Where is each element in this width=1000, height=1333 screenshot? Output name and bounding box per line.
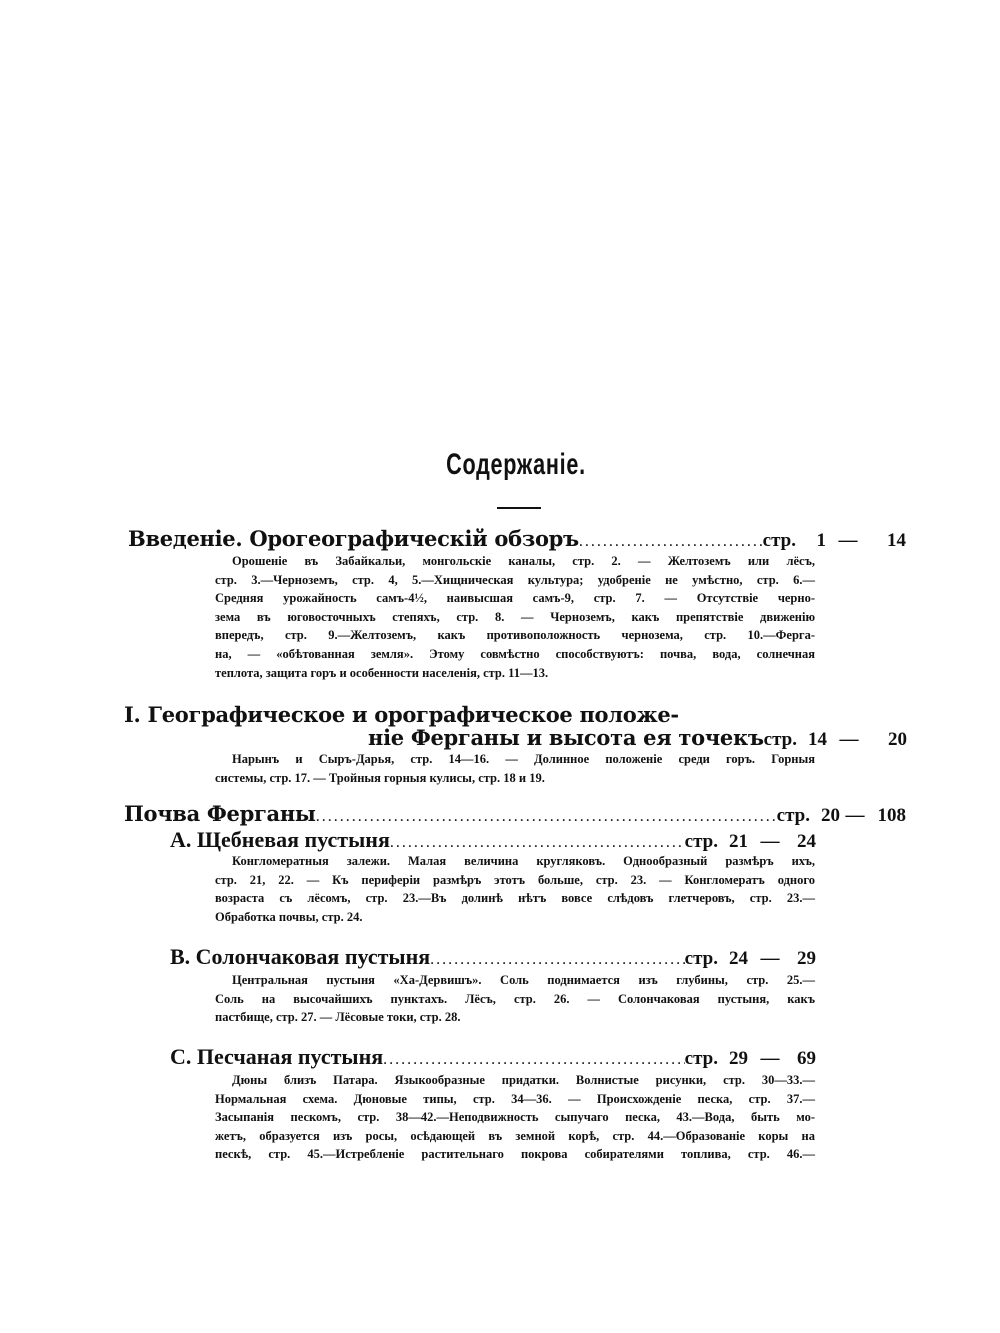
page-from: 24 [729,948,748,969]
page-label: стр. [684,1048,718,1069]
toc-heading: Почва Ферганы [124,801,316,826]
page-label: стр. [684,831,718,852]
toc-summary [215,852,815,926]
summary-line: на, — «обѣтованная земля». Этому совмѣстно способствуютъ: почва, вода, солнечная [215,646,815,661]
summary-line: Конгломератныя залежи. Малая величина кругляковъ. Однообразный размѣръ ихъ, [232,854,815,868]
summary-line: Обработка почвы, стр. 24. [215,909,363,924]
summary-line: теплота, защита горъ и особенности населенія, стр. 11—13. [215,665,549,680]
summary-line: Нормальная схема. Дюновые типы, стр. 34—36. — Происхожденіе песка, стр. 37.— [215,1091,815,1106]
page-range [764,729,907,751]
toc-heading: ніе Ферганы и высота ея точекъ [368,725,764,750]
toc-entry-gravel-desert [170,827,816,853]
page-dash: — [838,530,858,551]
summary-line: Центральная пустыня «Ха-Дервишъ». Соль поднимается изъ глубины, стр. 25.— [232,973,815,987]
page-range [777,805,906,827]
summary-line: пастбище, стр. 27. — Лёсовые токи, стр. 28. [215,1010,461,1025]
page-dash: — [839,729,859,750]
summary-line: зема въ юговосточныхъ степяхъ, стр. 8. — Черноземъ, какъ препятствіе движенію [215,609,815,624]
summary-line: Средняя урожайность самъ-4½, наивысшая самъ-9, стр. 7. — Отсутствіе черно- [215,591,815,606]
page-from: 1 [816,530,826,551]
toc-heading: B. Солончаковая пустыня [170,944,431,969]
page-range [685,948,816,970]
page-from: 20 [821,805,840,826]
summary-line: возраста съ лёсомъ, стр. 23.—Въ долинѣ нѣтъ вовсе слѣдовъ глетчеровъ, стр. 23.— [215,891,815,906]
title-rule [497,507,541,509]
summary-line: впередъ, стр. 9.—Желтоземъ, какъ противоположность чернозема, стр. 10.—Ферга- [215,628,815,643]
leader-dots [316,808,777,826]
page-from: 29 [729,1048,748,1069]
toc-summary [215,750,815,787]
page-range [685,1048,816,1070]
toc-heading: I. Географическое и орографическое положе- [124,702,679,727]
page-label: стр. [763,729,797,750]
leader-dots [579,533,763,551]
page-from: 14 [808,729,827,750]
toc-summary [215,552,815,682]
toc-heading: C. Песчаная пустыня [170,1044,384,1069]
summary-line: системы, стр. 17. — Тройныя горныя кулисы, стр. 18 и 19. [215,770,545,785]
toc-entry-chapter-1 [368,725,906,751]
page-to: 108 [877,805,906,826]
page-range [685,831,816,853]
summary-line: Засыпанія пескомъ, стр. 38—42.—Неподвижность сыпучаго песка, 43.—Вода, быть мо- [215,1110,815,1125]
page-dash: — [760,831,780,852]
page-to: 69 [797,1048,816,1069]
page-to: 29 [797,948,816,969]
leader-dots [390,834,685,852]
summary-line: Соль на высочайшихъ пунктахъ. Лёсъ, стр. 26. — Солончаковая пустыня, какъ [215,991,815,1006]
page-range [763,530,906,552]
page-to: 14 [887,530,906,551]
page-label: стр. [684,948,718,969]
toc-entry-introduction [128,526,906,552]
page-title: Содержаніе. [446,448,586,481]
page-to: 20 [888,729,907,750]
page-from: 21 [729,831,748,852]
page-label: стр. [762,530,796,551]
toc-summary [215,1071,815,1164]
summary-line: Нарынъ и Сыръ-Дарья, стр. 14—16. — Долинное положеніе среди горъ. Горныя [232,752,815,766]
toc-entry-sand-desert [170,1044,816,1070]
page-label: стр. [776,805,810,826]
summary-line: Дюны близъ Патара. Языкообразные придатки. Волнистые рисунки, стр. 30—33.— [232,1073,815,1087]
page-dash: — [760,1048,780,1069]
page-to: 24 [797,831,816,852]
summary-line: Орошеніе въ Забайкальи, монгольскіе каналы, стр. 2. — Желтоземъ или лёсъ, [232,554,815,568]
toc-heading: A. Щебневая пустыня [170,827,390,852]
summary-line: стр. 21, 22. — Къ периферіи размѣръ этотъ больше, стр. 23. — Конгломератъ одного [215,872,815,887]
leader-dots [430,951,685,969]
toc-entry-chapter-1-line1 [124,702,679,727]
leader-dots [383,1051,685,1069]
toc-entry-salt-desert [170,944,816,970]
toc-entry-soil [124,801,906,827]
summary-line: пескѣ, стр. 45.—Истребленіе растительнаго покрова собирателями топлива, стр. 46.— [215,1147,815,1162]
summary-line: жетъ, образуется изъ росы, осѣдающей въ земной корѣ, стр. 44.—Образованіе коры на [215,1128,815,1143]
toc-summary [215,971,815,1027]
page-dash: — [845,805,865,826]
toc-heading: Введеніе. Орогеографическій обзоръ [128,526,579,551]
page-dash: — [760,948,780,969]
summary-line: стр. 3.—Черноземъ, стр. 4, 5.—Хищническая культура; удобреніе не умѣстно, стр. 6.— [215,572,815,587]
